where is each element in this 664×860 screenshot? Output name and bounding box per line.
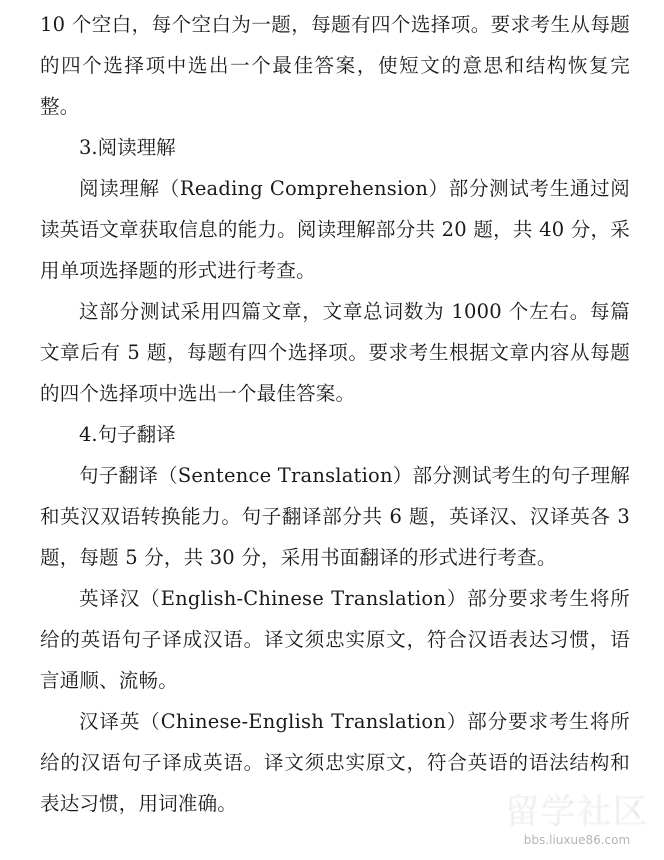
paragraph-translation-intro: 句子翻译（Sentence Translation）部分测试考生的句子理解和英汉双语转换能力。句子翻译部分共 6 题，英译汉、汉译英各 3 题，每题 5 分，共 30 分，采用书面翻译的形式进行考查。 — [40, 464, 630, 569]
paragraph-cloze-continuation: 10 个空白，每个空白为一题，每题有四个选择项。要求考生从每题的四个选择项中选出一个最佳答案，使短文的意思和结构恢复完整。 — [40, 13, 630, 118]
paragraph-zh-to-en: 汉译英（Chinese-English Translation）部分要求考生将所给的汉语句子译成英语。译文须忠实原文，符合英语的语法结构和表达习惯，用词准确。 — [40, 710, 630, 815]
watermark-logo: 留学社区 — [505, 792, 649, 832]
section-heading-translation: 4.句子翻译 — [79, 423, 176, 446]
paragraph-reading-intro: 阅读理解（Reading Comprehension）部分测试考生通过阅读英语文章获取信息的能力。阅读理解部分共 20 题，共 40 分，采用单项选择题的形式进行考查。 — [40, 177, 630, 282]
document-body — [40, 4, 630, 824]
section-heading-reading: 3.阅读理解 — [79, 136, 176, 159]
watermark-url: bbs.liuxue86.com — [523, 833, 631, 847]
paragraph-en-to-zh: 英译汉（English-Chinese Translation）部分要求考生将所给的英语句子译成汉语。译文须忠实原文，符合汉语表达习惯，语言通顺、流畅。 — [40, 587, 630, 692]
paragraph-reading-details: 这部分测试采用四篇文章，文章总词数为 1000 个左右。每篇文章后有 5 题，每题有四个选择项。要求考生根据文章内容从每题的四个选择项中选出一个最佳答案。 — [40, 300, 630, 405]
watermark — [502, 792, 652, 854]
